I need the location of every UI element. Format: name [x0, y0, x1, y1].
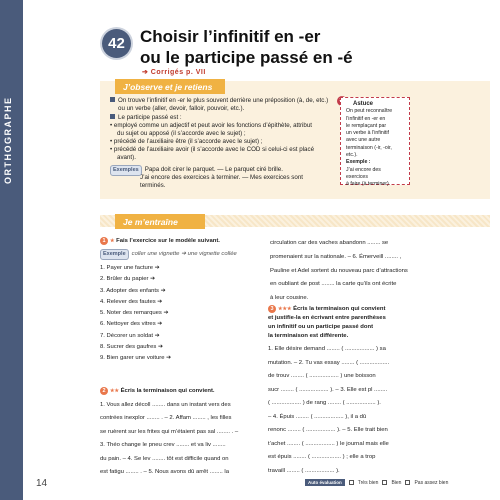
exercise-1 — [100, 237, 260, 365]
exercise-line[interactable]: se ruèrent sur les frites qui m’étaient pas sal ........ . – — [100, 428, 239, 435]
exercise-item[interactable]: 5. Noter des remarques ➔ — [100, 310, 169, 317]
exercise-3 — [268, 305, 488, 478]
difficulty-stars-icon: ★★★ — [278, 306, 292, 312]
self-assessment — [305, 479, 448, 486]
exercise-line[interactable]: 1. Vous allez décoll ........ dans un instant vers des — [100, 401, 231, 408]
exercise-3-list — [268, 343, 488, 478]
bullet-square-icon — [110, 97, 115, 102]
exercise-title-text: Fais l’exercice sur le modèle suivant. — [116, 238, 220, 244]
exercise-line[interactable]: t’achet ........ ( .................. ) le journal mais elle — [268, 440, 389, 447]
entrainement-header: Je m’entraîne — [115, 214, 205, 229]
observe-text: On trouve l’infinitif en -er le plus souvent derrière une préposition (à, de, etc.) — [118, 97, 329, 104]
exercise-number-icon: 1 — [100, 237, 108, 245]
exercise-line[interactable]: 1. Elle désire demand ........ ( .................. ) sa — [268, 346, 386, 352]
exercise-line[interactable]: circulation car des vaches abandonn ........ se — [270, 240, 389, 246]
sidebar — [0, 0, 23, 500]
exercise-line[interactable]: est fatigu ........ . – 5. Nous avons dû arrêt ........ la — [100, 469, 230, 475]
astuce-text: à faire (à terminer). — [346, 181, 391, 188]
exercise-line[interactable]: de trouv ........ ( .................. ) une boisson — [268, 373, 376, 379]
astuce-text: Exemple : — [346, 159, 371, 166]
exercise-line[interactable]: Pauline et Adel sortent du nouveau parc d’attractions — [270, 267, 408, 274]
exercise-line[interactable]: travaill ........ ( .................. ). — [268, 467, 340, 474]
astuce-text: l’infinitif en -er en — [346, 115, 386, 122]
exercise-line[interactable]: 3. Théo change le pneu crev ........ et va liv ........ — [100, 442, 226, 448]
exercise-line[interactable]: en oubliant de post ........ la carte qu’ils ont écrite — [270, 281, 397, 288]
astuce-text: le remplaçant par — [346, 122, 387, 129]
astuce-text: On peut reconnaître — [346, 108, 393, 115]
observe-text: ou un verbe (aller, devoir, falloir, pouvoir, etc.). — [118, 105, 245, 112]
exercise-3-title-4: la terminaison est différente. — [268, 333, 349, 339]
option-label: Pas assez bien — [414, 479, 449, 486]
exercise-line[interactable]: – 4. Épuis ........ ( .................. ), il a dû — [268, 413, 367, 420]
exercise-line[interactable]: mutation. – 2. Tu vas essay ........ ( .................. — [268, 359, 390, 366]
exercise-3-title-2: et justifie-la en écrivant entre parenthèses — [268, 315, 386, 321]
examples-tag: Exemples — [110, 165, 142, 176]
astuce-text: avec une autre — [346, 137, 381, 144]
exercise-1-example — [100, 249, 260, 260]
astuce-title: Astuce — [353, 101, 374, 107]
astuce-box — [340, 97, 410, 188]
astuce-text: etc.). — [346, 152, 358, 159]
title-line-1: Choisir l’infinitif en -er — [140, 27, 321, 46]
auto-evaluation-label: Auto évaluation — [305, 479, 345, 486]
astuce-text: J’ai encore des exercices — [346, 166, 381, 180]
option-label: Très bien — [357, 479, 379, 486]
astuce-text: un verbe à l’infinitif — [346, 130, 389, 137]
example-tag: Exemple — [100, 249, 129, 260]
lesson-number: 42 — [102, 29, 131, 58]
exercise-2-list — [100, 399, 275, 480]
exercise-item[interactable]: 9. Bien garer une voiture ➔ — [100, 355, 172, 362]
exercise-2 — [100, 385, 275, 480]
exercise-line[interactable]: promenaient sur la nationale. – 6. Émerveill ........ , — [270, 253, 402, 260]
difficulty-stars-icon: ★ — [110, 238, 115, 244]
exercise-title-text: Écris la terminaison qui convient — [293, 306, 386, 312]
checkbox-pas-assez-bien[interactable] — [405, 480, 410, 485]
exercise-2-continued-list — [270, 237, 490, 306]
exercise-item[interactable]: 7. Décorer un soldat ➔ — [100, 332, 160, 339]
checkbox-bien[interactable] — [382, 480, 387, 485]
exercise-3-title-1 — [268, 305, 488, 314]
exercise-title-text: Écris la terminaison qui convient. — [120, 388, 215, 394]
observe-text: • employé comme un adjectif et peut avoir les fonctions d’épithète, attribut — [110, 122, 312, 129]
example-text: terminés. — [140, 182, 166, 189]
exercise-line[interactable]: sucr ........ ( .................. ). – 3. Elle est pl ........ — [268, 386, 388, 393]
exercise-line[interactable]: ( .................. ) de rang ........ ( .................. ). — [268, 400, 381, 406]
section-label: ORTHOGRAPHE — [3, 96, 13, 184]
page-number: 14 — [36, 478, 48, 489]
option-label: Bien — [391, 479, 402, 486]
exercise-line[interactable]: contrées inexplor ........ . – 2. Affam ........ , les filles — [100, 415, 232, 421]
exercise-number-icon: 3 — [268, 305, 276, 313]
bullet-square-icon — [110, 114, 115, 119]
exercise-1-title — [100, 237, 260, 246]
example-text: J’ai encore des exercices à terminer. — Mes exercices sont — [140, 174, 304, 181]
exercise-1-list — [100, 263, 260, 365]
observe-text: • précédé de l’auxiliaire être (il s’accorde avec le sujet) ; — [110, 138, 263, 145]
corriges-link[interactable]: ➔ Corrigés p. VII — [142, 69, 206, 76]
exercise-3-title-3: un infinitif ou un participe passé dont — [268, 324, 374, 330]
observe-text: du sujet ou apposé (il s’accorde avec le sujet) ; — [117, 130, 246, 137]
exercise-item[interactable]: 6. Nettoyer des vitres ➔ — [100, 321, 163, 328]
exercise-line[interactable]: du pain. – 4. Se lev ........ tôt est difficile quand on — [100, 455, 229, 462]
checkbox-tres-bien[interactable] — [349, 480, 354, 485]
exercise-item[interactable]: 1. Payer une facture ➔ — [100, 265, 160, 271]
exercise-item[interactable]: 4. Relever des fautes ➔ — [100, 298, 163, 305]
observe-text: • précédé de l’auxiliaire avoir (il s’accorde avec le COD si celui-ci est placé — [110, 146, 315, 153]
astuce-text: terminaison (-ir, -oir, — [346, 144, 392, 151]
exercise-line[interactable]: renonc ........ ( .................. ). – 5. Elle trait bien — [268, 427, 388, 433]
exercise-2-title — [100, 385, 275, 399]
observe-text: Le participe passé est : — [118, 114, 182, 121]
exercise-2-continued — [270, 237, 490, 306]
exercise-item[interactable]: 3. Adopter des enfants ➔ — [100, 287, 166, 294]
exercise-line[interactable]: à leur cousine. — [270, 295, 309, 302]
title-line-2: ou le participe passé en -é — [140, 48, 353, 67]
exercise-number-icon: 2 — [100, 387, 108, 395]
lesson-title — [140, 26, 480, 68]
observe-text: avant). — [117, 154, 136, 161]
exercise-item[interactable]: 2. Brûler du papier ➔ — [100, 276, 156, 283]
example-text: Papa doit cirer le parquet. — Le parquet ciré brille. — [144, 166, 283, 173]
exercise-item[interactable]: 8. Sucrer des gaufres ➔ — [100, 344, 163, 351]
exercise-line[interactable]: est épuis ........ ( .................. ) ; elle a trop — [268, 454, 376, 460]
example-model: coller une vignette ➔ une vignette collée — [131, 251, 237, 257]
observe-header: J’observe et je retiens — [115, 79, 225, 94]
difficulty-stars-icon: ★★ — [110, 388, 119, 394]
